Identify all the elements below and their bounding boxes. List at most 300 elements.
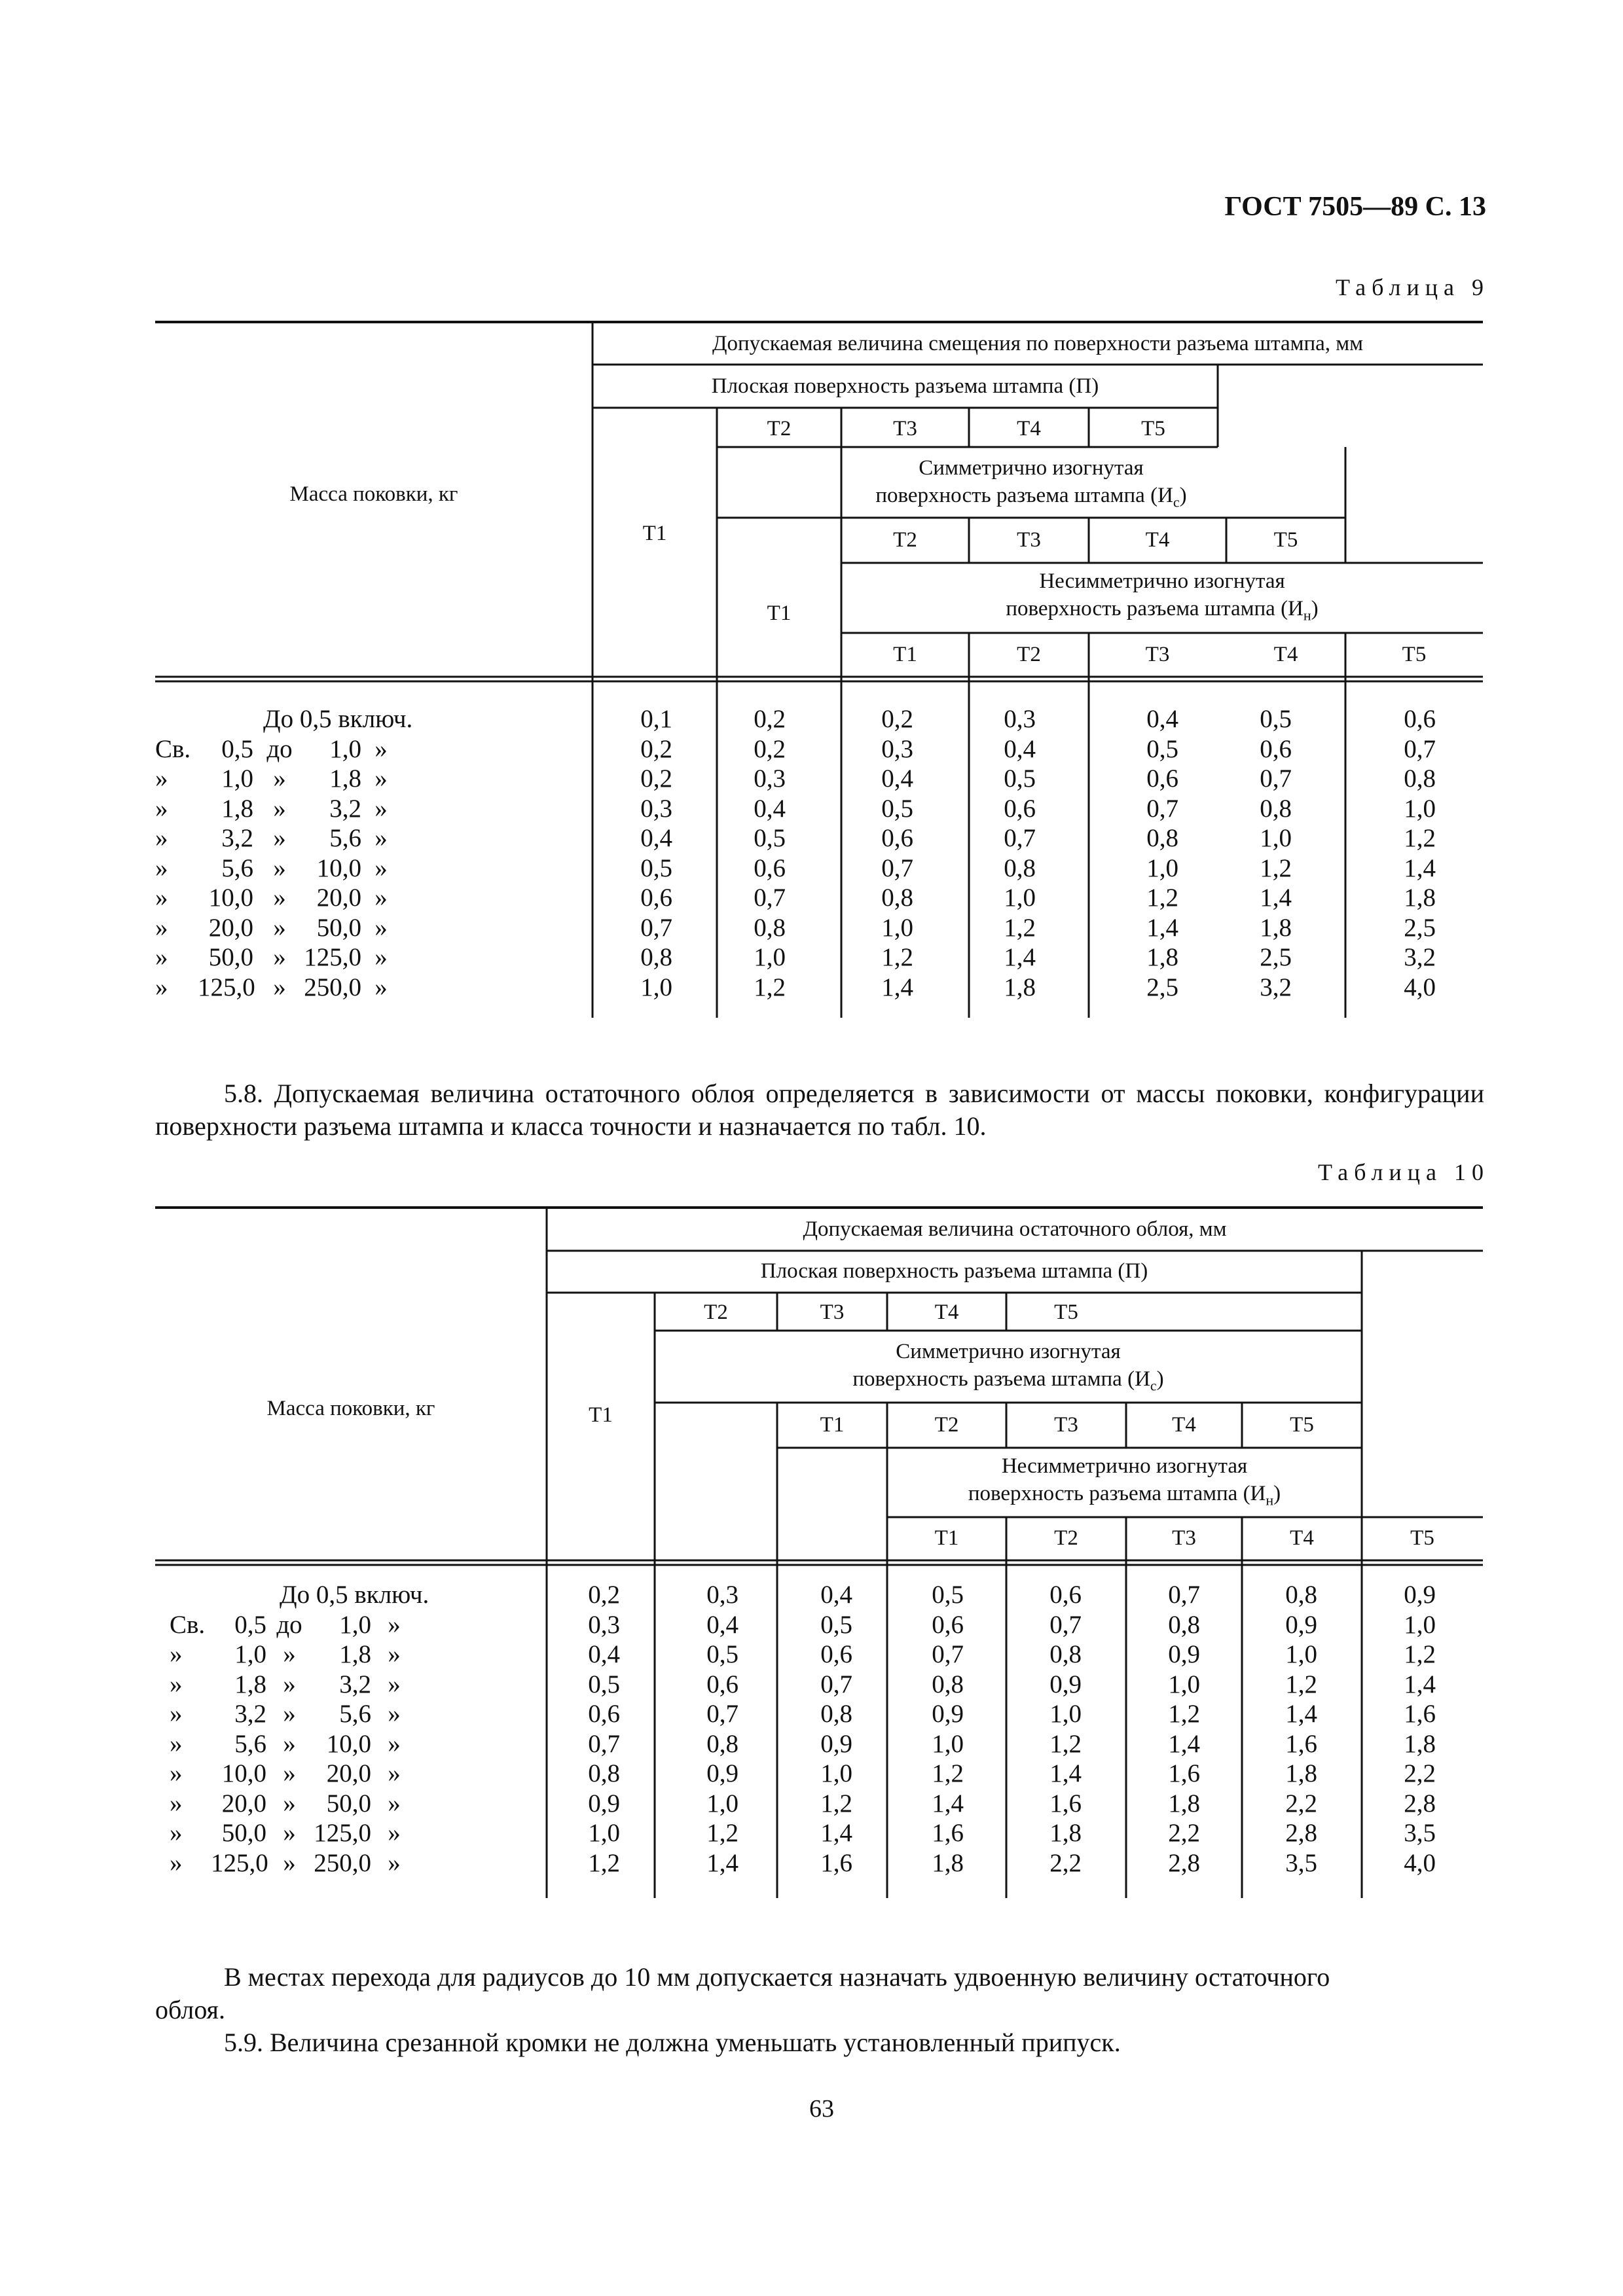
t9-cell: 1,0	[1404, 794, 1436, 823]
mass-part: »	[273, 943, 286, 971]
mass-part: »	[283, 1819, 296, 1847]
t10-cell: 1,4	[1285, 1700, 1317, 1728]
t10-cell: 0,7	[706, 1700, 739, 1728]
t10-cell: 0,9	[820, 1729, 852, 1758]
t9-cell: 1,8	[1146, 943, 1178, 971]
t10-cell: 0,9	[1049, 1670, 1082, 1698]
t10-cell: 1,6	[932, 1819, 964, 1847]
mass-part: »	[374, 973, 388, 1001]
mass-part: 10,0	[221, 1759, 266, 1787]
t9-asym-class: Т3	[1145, 643, 1170, 666]
mass-part: Св.	[155, 734, 191, 763]
t10-cell: 2,2	[1285, 1789, 1317, 1818]
t10-cell: 0,9	[588, 1789, 620, 1818]
t10-col	[655, 1580, 739, 1878]
t10-cell: 1,0	[706, 1789, 739, 1818]
t9-cell: 0,5	[754, 824, 786, 852]
mass-part: »	[155, 973, 168, 1001]
t9-cell: 0,4	[754, 794, 786, 823]
mass-part: »	[283, 1670, 296, 1698]
mass-part: 1,0	[329, 734, 361, 763]
t10-col	[547, 1580, 620, 1878]
mass-part: 250,0	[304, 973, 361, 1001]
t9-cell: 1,4	[1146, 913, 1178, 942]
mass-row	[155, 1759, 548, 1789]
mass-row	[155, 1670, 548, 1700]
t10-sym-header-line1: Симметрично изогнутая	[896, 1340, 1121, 1363]
t9-cell: 0,3	[640, 794, 672, 823]
t10-cell: 1,2	[1404, 1640, 1436, 1668]
mass-part: »	[155, 824, 168, 852]
t10-cell: 1,0	[820, 1759, 852, 1787]
note-line-1: В местах перехода для радиусов до 10 мм допускается назначать удвоенную величину остаточного	[224, 1962, 1330, 1992]
t10-cell: 1,6	[1049, 1789, 1082, 1818]
mass-part: 50,0	[326, 1789, 371, 1818]
mass-row	[155, 1729, 548, 1759]
mass-row	[155, 794, 587, 824]
t9-cell: 1,8	[1404, 884, 1436, 912]
t10-cell: 1,4	[706, 1848, 739, 1877]
t10-cell: 1,8	[1404, 1729, 1436, 1758]
t10-cell: 3,5	[1285, 1848, 1317, 1877]
mass-part: »	[283, 1700, 296, 1728]
t10-cell: 0,5	[932, 1581, 964, 1609]
t9-cell: 0,7	[1260, 764, 1292, 793]
mass-part: 125,0	[314, 1819, 371, 1847]
paragraph-5-8: 5.8. Допускаемая величина остаточного облоя определяется в зависимости от массы поковки, конфигурации поверхности разъема штампа и класса точности и назначается по табл. 10.	[155, 1079, 1484, 1141]
t10-cell: 1,0	[1168, 1670, 1200, 1698]
t9-cell: 0,1	[640, 705, 672, 733]
mass-part: 10,0	[326, 1729, 371, 1758]
t10-asym-class: Т5	[1410, 1526, 1434, 1550]
mass-part: »	[273, 913, 286, 942]
mass-part: »	[388, 1848, 401, 1877]
t10-cell: 1,2	[1285, 1670, 1317, 1698]
t9-cell: 0,8	[640, 943, 672, 971]
t10-cell: 0,8	[1049, 1640, 1082, 1668]
t9-mass-first: До 0,5 включ.	[263, 705, 413, 733]
t9-cell: 0,8	[881, 884, 913, 912]
t10-cell: 0,9	[1168, 1640, 1200, 1668]
t10-cell: 0,5	[706, 1640, 739, 1668]
t10-col	[777, 1580, 852, 1878]
t10-cell: 0,6	[588, 1700, 620, 1728]
t9-asym-class: Т1	[893, 643, 917, 666]
mass-part: »	[273, 853, 286, 882]
t10-cell: 0,4	[820, 1581, 852, 1609]
t10-asym-header-line1: Несимметрично изогнутая	[1001, 1454, 1248, 1478]
table-9-caption: Таблица 9	[1336, 274, 1489, 300]
t10-cell: 2,8	[1285, 1819, 1317, 1847]
mass-part: 20,0	[326, 1759, 371, 1787]
t9-cell: 2,5	[1146, 973, 1178, 1001]
mass-part: »	[388, 1819, 401, 1847]
t10-cell: 0,7	[1049, 1610, 1082, 1639]
t9-cell: 0,6	[1004, 794, 1036, 823]
mass-part: 3,2	[221, 824, 253, 852]
mass-part: »	[273, 824, 286, 852]
mass-part: 250,0	[314, 1848, 371, 1877]
t9-mass-header: Масса поковки, кг	[289, 482, 458, 506]
t10-col	[1242, 1580, 1317, 1878]
t10-cell: 0,7	[932, 1640, 964, 1668]
t9-cell: 0,8	[1004, 853, 1036, 882]
t9-t1-sym: Т1	[767, 601, 792, 625]
mass-part: »	[155, 913, 168, 942]
mass-row	[155, 883, 587, 913]
t10-flat-class: Т4	[934, 1300, 959, 1324]
t10-col	[1006, 1580, 1082, 1878]
t10-cell: 1,0	[588, 1819, 620, 1847]
t10-cell: 0,8	[588, 1759, 620, 1787]
t10-cell: 0,3	[706, 1581, 739, 1609]
t9-cell: 0,2	[640, 734, 672, 763]
t9-cell: 0,3	[754, 764, 786, 793]
t9-cell: 1,2	[754, 973, 786, 1001]
t10-cell: 1,4	[932, 1789, 964, 1818]
mass-part: 1,0	[339, 1610, 371, 1639]
t9-cell: 0,5	[640, 853, 672, 882]
t10-cell: 0,9	[706, 1759, 739, 1787]
t9-cell: 0,5	[881, 794, 913, 823]
t10-cell: 1,2	[588, 1848, 620, 1877]
t10-cell: 1,0	[932, 1729, 964, 1758]
t10-cell: 0,8	[1168, 1610, 1200, 1639]
mass-part: »	[283, 1729, 296, 1758]
mass-part: 125,0	[198, 973, 255, 1001]
t9-cell: 0,8	[1404, 764, 1436, 793]
t9-sym-class: Т4	[1145, 528, 1170, 552]
t9-cell: 0,6	[1404, 705, 1436, 733]
t9-col-t4-asym	[1226, 704, 1292, 1002]
t9-cell: 0,7	[640, 913, 672, 942]
t10-cell: 4,0	[1404, 1848, 1436, 1877]
mass-part: 1,8	[329, 764, 361, 793]
t10-cell: 1,4	[1168, 1729, 1200, 1758]
t10-asym-header-line2: поверхность разъема штампа $(И_н)$	[968, 1482, 1281, 1509]
mass-part: 0,5	[234, 1610, 266, 1639]
mass-part: »	[170, 1848, 183, 1877]
t10-cell: 1,2	[1168, 1700, 1200, 1728]
t9-cell: 2,5	[1260, 943, 1292, 971]
mass-row	[155, 1818, 548, 1848]
mass-part: »	[155, 764, 168, 793]
t10-cell: 1,4	[820, 1819, 852, 1847]
mass-part: »	[374, 764, 388, 793]
mass-row	[155, 1789, 548, 1819]
t9-asym-class: Т5	[1402, 643, 1427, 666]
t10-cell: 1,8	[1168, 1789, 1200, 1818]
t9-cell: 3,2	[1404, 943, 1436, 971]
mass-part: 20,0	[208, 913, 253, 942]
mass-part: до	[266, 734, 293, 763]
t9-asym-header-line1: Несимметрично изогнутая	[1039, 569, 1285, 593]
mass-part: »	[388, 1610, 401, 1639]
t9-cell: 0,7	[1404, 734, 1436, 763]
mass-part: »	[374, 734, 388, 763]
mass-part: 50,0	[221, 1819, 266, 1847]
t9-cell: 0,5	[1146, 734, 1178, 763]
t9-cell: 0,4	[640, 824, 672, 852]
t9-cell: 0,6	[1146, 764, 1178, 793]
mass-part: »	[388, 1789, 401, 1818]
t10-cell: 1,2	[820, 1789, 852, 1818]
mass-part: »	[155, 943, 168, 971]
t9-cell: 0,7	[754, 884, 786, 912]
t9-cell: 1,0	[1260, 824, 1292, 852]
t9-mass-column	[155, 704, 587, 1002]
mass-part: 1,8	[234, 1670, 266, 1698]
t10-cell: 1,6	[820, 1848, 852, 1877]
t10-cell: 2,8	[1168, 1848, 1200, 1877]
t10-cell: 2,2	[1404, 1759, 1436, 1787]
t9-cell: 1,0	[754, 943, 786, 971]
t9-asym-class: Т4	[1273, 643, 1298, 666]
t10-cell: 0,8	[932, 1670, 964, 1698]
t10-cell: 1,8	[932, 1848, 964, 1877]
t10-asym-class: Т1	[934, 1526, 959, 1550]
t10-flat-class: Т5	[1054, 1300, 1078, 1324]
mass-row	[155, 973, 587, 1003]
document-header: ГОСТ 7505—89 С. 13	[1224, 192, 1486, 222]
t10-cell: 2,2	[1049, 1848, 1082, 1877]
t9-cell: 1,4	[881, 973, 913, 1001]
t10-cell: 1,0	[1049, 1700, 1082, 1728]
t10-mass-column	[155, 1580, 548, 1878]
mass-row	[155, 942, 587, 973]
t9-col-t5-asym	[1345, 704, 1436, 1002]
mass-part: »	[388, 1670, 401, 1698]
page-number: 63	[809, 2095, 834, 2123]
t9-cell: 1,2	[1004, 913, 1036, 942]
t9-cell: 1,2	[1146, 884, 1178, 912]
mass-part: »	[170, 1729, 183, 1758]
mass-part: 5,6	[339, 1700, 371, 1728]
mass-part: »	[374, 913, 388, 942]
mass-part: 5,6	[329, 824, 361, 852]
mass-row	[155, 1640, 548, 1670]
t9-cell: 0,8	[1260, 794, 1292, 823]
mass-part: »	[170, 1789, 183, 1818]
t9-sym-class: Т5	[1273, 528, 1298, 552]
t9-cell: 0,6	[640, 884, 672, 912]
t10-cell: 1,6	[1285, 1729, 1317, 1758]
t9-flat-class: Т5	[1141, 417, 1165, 440]
t10-cell: 1,4	[1404, 1670, 1436, 1698]
t9-t1-flat: Т1	[642, 522, 667, 545]
mass-row	[155, 1848, 548, 1878]
mass-part: 5,6	[234, 1729, 266, 1758]
mass-part: »	[283, 1640, 296, 1668]
t9-cell: 1,4	[1260, 884, 1292, 912]
t9-sym-header-line1: Симметрично изогнутая	[919, 456, 1144, 480]
t9-cell: 0,5	[1260, 705, 1292, 733]
t10-col	[887, 1580, 964, 1878]
t9-cell: 1,0	[881, 913, 913, 942]
t10-cell: 3,5	[1404, 1819, 1436, 1847]
t10-cell: 0,5	[820, 1610, 852, 1639]
t10-asym-class: Т2	[1054, 1526, 1078, 1550]
t9-main-header: Допускаемая величина смещения по поверхности разъема штампа, мм	[712, 332, 1364, 355]
mass-part: »	[388, 1759, 401, 1787]
mass-part: »	[273, 794, 286, 823]
t10-cell: 0,6	[932, 1610, 964, 1639]
t10-cell: 0,7	[1168, 1581, 1200, 1609]
t9-cell: 1,0	[1146, 853, 1178, 882]
t10-main-header: Допускаемая величина остаточного облоя, мм	[803, 1217, 1227, 1241]
t9-cell: 0,5	[1004, 764, 1036, 793]
mass-part: »	[170, 1700, 183, 1728]
t10-cell: 0,8	[1285, 1581, 1317, 1609]
t10-col	[1362, 1580, 1436, 1878]
mass-part: 0,5	[221, 734, 253, 763]
t10-sym-class: Т1	[820, 1413, 845, 1437]
mass-part: 20,0	[221, 1789, 266, 1818]
mass-part: »	[155, 884, 168, 912]
t9-col-t2-asym	[969, 704, 1036, 1002]
t10-mass-first: До 0,5 включ.	[280, 1581, 429, 1609]
t10-cell: 0,7	[588, 1729, 620, 1758]
t9-cell: 0,4	[881, 764, 913, 793]
t10-asym-class: Т4	[1290, 1526, 1314, 1550]
mass-part: 20,0	[316, 884, 361, 912]
mass-part: 1,0	[221, 764, 253, 793]
t10-cell: 0,5	[588, 1670, 620, 1698]
mass-part: »	[283, 1759, 296, 1787]
t9-col-t1-flat	[593, 704, 672, 1002]
mass-part: 3,2	[339, 1670, 371, 1698]
t9-cell: 0,2	[754, 734, 786, 763]
t10-cell: 1,0	[1285, 1640, 1317, 1668]
mass-part: »	[155, 794, 168, 823]
mass-part: Св.	[170, 1610, 206, 1639]
t10-cell: 1,6	[1404, 1700, 1436, 1728]
t10-cell: 0,6	[706, 1670, 739, 1698]
t9-cell: 0,7	[1146, 794, 1178, 823]
t9-cell: 1,4	[1404, 853, 1436, 882]
t9-cell: 1,4	[1004, 943, 1036, 971]
t9-cell: 0,4	[1146, 705, 1178, 733]
t9-sym-class: Т3	[1017, 528, 1041, 552]
t9-cell: 0,6	[754, 853, 786, 882]
mass-part: 1,8	[339, 1640, 371, 1668]
mass-part: »	[170, 1819, 183, 1847]
t10-cell: 0,3	[588, 1610, 620, 1639]
t10-cell: 1,2	[1049, 1729, 1082, 1758]
t9-cell: 1,2	[881, 943, 913, 971]
t9-flat-class: Т2	[767, 417, 792, 440]
mass-part: »	[283, 1789, 296, 1818]
t10-cell: 1,2	[932, 1759, 964, 1787]
mass-part: »	[273, 973, 286, 1001]
t10-cell: 0,4	[588, 1640, 620, 1668]
t10-t1-flat: Т1	[589, 1403, 613, 1427]
mass-part: »	[374, 943, 388, 971]
table-10-caption: Таблица 10	[1318, 1159, 1489, 1185]
t10-mass-header: Масса поковки, кг	[266, 1397, 435, 1420]
t10-cell: 1,8	[1285, 1759, 1317, 1787]
t9-sym-header-line2: поверхность разъема штампа $(И_с)$	[875, 484, 1187, 511]
t10-cell: 2,8	[1404, 1789, 1436, 1818]
t10-asym-class: Т3	[1172, 1526, 1196, 1550]
paragraph-5-9: 5.9. Величина срезанной кромки не должна уменьшать установленный припуск.	[224, 2028, 1121, 2057]
mass-row	[155, 1699, 548, 1729]
t9-flat-class: Т4	[1017, 417, 1041, 440]
mass-part: »	[273, 764, 286, 793]
mass-part: 5,6	[221, 853, 253, 882]
mass-part: »	[273, 884, 286, 912]
t9-cell: 0,2	[881, 705, 913, 733]
t9-col-t3-asym	[1089, 704, 1178, 1002]
t9-cell: 0,2	[640, 764, 672, 793]
t10-flat-class: Т2	[704, 1300, 728, 1324]
t9-cell: 1,0	[640, 973, 672, 1001]
t9-cell: 0,6	[881, 824, 913, 852]
t10-cell: 0,9	[932, 1700, 964, 1728]
t9-cell: 1,8	[1260, 913, 1292, 942]
t9-cell: 1,0	[1004, 884, 1036, 912]
t9-cell: 0,4	[1004, 734, 1036, 763]
t10-cell: 0,9	[1404, 1581, 1436, 1609]
t9-cell: 0,3	[1004, 705, 1036, 733]
mass-part: 125,0	[304, 943, 361, 971]
t9-cell: 4,0	[1404, 973, 1436, 1001]
t10-sym-class: Т5	[1290, 1413, 1314, 1437]
t10-cell: 0,8	[820, 1700, 852, 1728]
mass-row	[155, 734, 587, 764]
t9-col-t1-asym	[841, 704, 913, 1002]
mass-part: »	[170, 1640, 183, 1668]
t10-col	[1126, 1580, 1200, 1878]
mass-part: »	[374, 794, 388, 823]
t9-asym-header-line2: поверхность разъема штампа $(И_н)$	[1006, 597, 1319, 624]
t9-cell: 1,2	[1260, 853, 1292, 882]
t9-flat-class: Т3	[893, 417, 917, 440]
t10-cell: 0,2	[588, 1581, 620, 1609]
note-line-2: облоя.	[155, 1995, 225, 2024]
t9-cell: 0,8	[754, 913, 786, 942]
t9-cell: 0,6	[1260, 734, 1292, 763]
t9-cell: 0,3	[881, 734, 913, 763]
mass-part: 10,0	[316, 853, 361, 882]
mass-part: »	[388, 1700, 401, 1728]
t9-col-t1-sym	[717, 704, 786, 1002]
mass-part: 1,8	[221, 794, 253, 823]
t10-cell: 0,6	[1049, 1581, 1082, 1609]
t10-cell: 0,9	[1285, 1610, 1317, 1639]
t10-cell: 0,4	[706, 1610, 739, 1639]
mass-part: до	[276, 1610, 302, 1639]
mass-row	[155, 853, 587, 884]
t9-cell: 2,5	[1404, 913, 1436, 942]
t10-cell: 1,4	[1049, 1759, 1082, 1787]
t10-cell: 1,6	[1168, 1759, 1200, 1787]
mass-row	[155, 1610, 548, 1640]
mass-part: 125,0	[211, 1848, 268, 1877]
mass-part: 50,0	[208, 943, 253, 971]
t10-sym-class: Т2	[934, 1413, 959, 1437]
mass-part: »	[374, 824, 388, 852]
mass-part: »	[374, 884, 388, 912]
t9-flat-header: Плоская поверхность разъема штампа (П)	[711, 374, 1099, 398]
mass-part: 50,0	[316, 913, 361, 942]
t10-flat-header: Плоская поверхность разъема штампа (П)	[760, 1259, 1148, 1283]
t10-flat-class: Т3	[820, 1300, 845, 1324]
mass-part: 1,0	[234, 1640, 266, 1668]
t10-cell: 1,0	[1404, 1610, 1436, 1639]
t9-cell: 1,2	[1404, 824, 1436, 852]
mass-part: »	[388, 1640, 401, 1668]
